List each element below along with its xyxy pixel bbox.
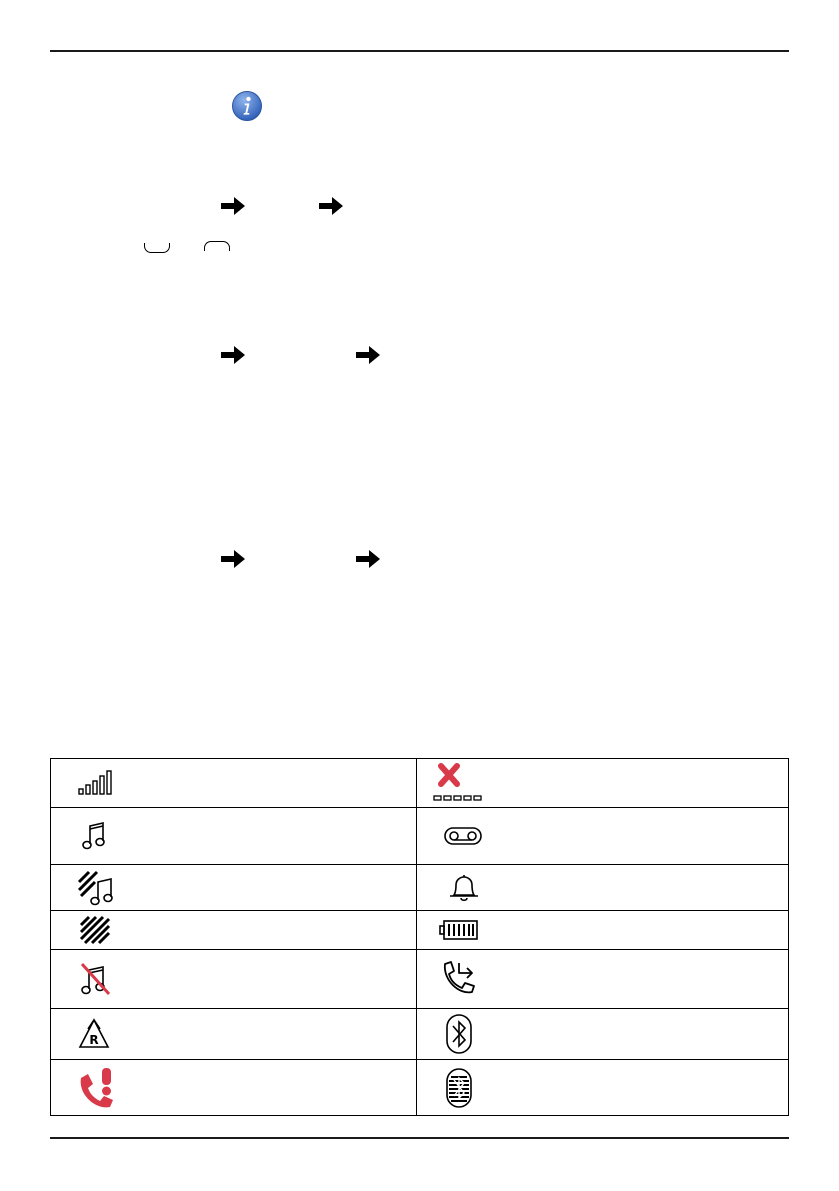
- arrow-right-icon: [219, 344, 247, 366]
- arrow-right-icon: [219, 195, 247, 217]
- table-cell: [416, 759, 789, 808]
- table-row: [51, 911, 789, 950]
- table-cell: [416, 911, 789, 950]
- call-divert-icon: [437, 958, 481, 1000]
- bottom-rule: [50, 1137, 789, 1139]
- table-row: [51, 808, 789, 865]
- info-icon: [231, 90, 263, 122]
- table-row: [51, 950, 789, 1009]
- roaming-icon: [77, 1017, 111, 1051]
- table-row: [51, 1009, 789, 1060]
- table-cell: [51, 759, 417, 808]
- status-icons-table: [50, 758, 789, 1116]
- softkey-left-icon: [144, 243, 170, 253]
- table-cell: [416, 1009, 789, 1060]
- signal-strength-icon: [77, 769, 113, 797]
- arrow-right-icon: [354, 344, 382, 366]
- table-cell: [416, 865, 789, 911]
- arrow-right-icon: [354, 548, 382, 570]
- arrow-right-icon: [219, 548, 247, 570]
- top-rule: [50, 50, 789, 52]
- bluetooth-icon: [443, 1013, 475, 1055]
- svg-text:R: R: [89, 1033, 99, 1047]
- vibrate-ring-icon: [77, 870, 117, 906]
- table-cell: [51, 950, 417, 1009]
- table-cell: [51, 911, 417, 950]
- table-cell: [51, 1060, 417, 1116]
- alarm-icon: [447, 872, 481, 904]
- table-cell: [51, 1009, 417, 1060]
- battery-icon: [439, 918, 479, 942]
- missed-call-icon: [75, 1066, 117, 1110]
- table-cell: [51, 865, 417, 911]
- arrow-right-icon: [317, 195, 345, 217]
- bluetooth-connected-icon: [443, 1067, 475, 1109]
- voicemail-icon: [443, 825, 483, 847]
- silent-icon: [79, 961, 111, 997]
- table-cell: [416, 808, 789, 865]
- table-row: [51, 759, 789, 808]
- table-row: [51, 1060, 789, 1116]
- table-cell: [51, 808, 417, 865]
- no-network-icon: [431, 762, 487, 804]
- ring-tone-icon: [81, 820, 107, 852]
- table-cell: [416, 1060, 789, 1116]
- table-cell: [416, 950, 789, 1009]
- softkey-right-icon: [204, 241, 230, 251]
- vibrate-only-icon: [79, 915, 111, 945]
- table-row: [51, 865, 789, 911]
